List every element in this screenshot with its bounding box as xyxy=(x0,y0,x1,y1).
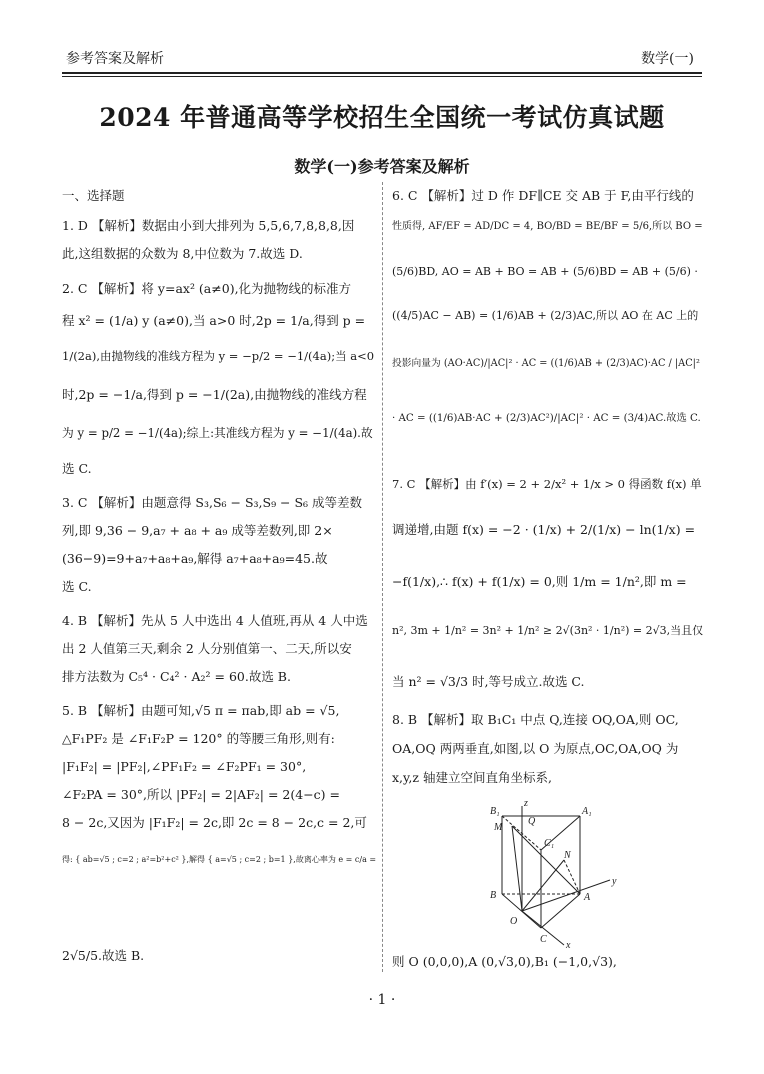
text-line: 2. C 【解析】将 y=ax² (a≠0),化为抛物线的标准方 xyxy=(62,281,352,296)
text-line: 8 − 2c,又因为 |F₁F₂| = 2c,即 2c = 8 − 2c,c = 2,可 xyxy=(62,815,367,830)
header-rule xyxy=(62,72,702,74)
text-line: 排方法数为 C₅⁴ · C₄² · A₂² = 60.故选 B. xyxy=(62,669,291,684)
text-line: 4. B 【解析】先从 5 人中选出 4 人值班,再从 4 人中选 xyxy=(62,613,368,628)
figure-label: N xyxy=(564,850,571,861)
text-line: 选 C. xyxy=(62,461,92,476)
figure-label: A₁ xyxy=(582,806,592,817)
text-line: 8. B 【解析】取 B₁C₁ 中点 Q,连接 OQ,OA,则 OC, xyxy=(392,712,679,727)
page-subtitle: 数学(一)参考答案及解析 xyxy=(294,157,470,176)
header-left: 参考答案及解析 xyxy=(66,51,164,67)
figure-label: M xyxy=(494,822,503,833)
text-line: △F₁PF₂ 是 ∠F₁F₂P = 120° 的等腰三角形,则有: xyxy=(62,731,335,746)
text-line: 出 2 人值第三天,剩余 2 人分别值第一、二天,所以安 xyxy=(62,641,352,656)
text-line: 选 C. xyxy=(62,579,92,594)
figure-label: C xyxy=(540,934,547,945)
text-line: (36−9)=9+a₇+a₈+a₉,解得 a₇+a₈+a₉=45.故 xyxy=(62,551,328,566)
text-line: (5/6)BD, AO = AB + BO = AB + (5/6)BD = AB + (5/6) · xyxy=(392,265,698,278)
column-divider xyxy=(382,182,383,972)
text-line: 调递增,由题 f(x) = −2 · (1/x) + 2/(1/x) − ln(1/x) = xyxy=(392,522,696,537)
figure-label: x xyxy=(566,940,571,950)
text-line: 时,2p = −1/a,得到 p = −1/(2a),由抛物线的准线方程 xyxy=(62,387,367,402)
text-line: x,y,z 轴建立空间直角坐标系, xyxy=(392,770,552,785)
header-rule-thin xyxy=(62,76,702,77)
figure-label: O xyxy=(510,916,518,927)
text-line: n², 3m + 1/n² = 3n² + 1/n² ≥ 2√(3n² · 1/n²) = 2√3,当且仅 xyxy=(392,624,704,637)
text-line: 1. D 【解析】数据由小到大排列为 5,5,6,7,8,8,8,因 xyxy=(62,218,355,233)
text-line: 当 n² = √3/3 时,等号成立.故选 C. xyxy=(392,674,585,689)
text-line: 1/(2a),由抛物线的准线方程为 y = −p/2 = −1/(4a);当 a<0 xyxy=(62,349,375,363)
text-line: ∠F₂PA = 30°,所以 |PF₂| = 2|AF₂| = 2(4−c) = xyxy=(62,787,340,802)
text-line: 6. C 【解析】过 D 作 DF∥CE 交 AB 于 F,由平行线的 xyxy=(392,188,694,203)
figure-label: y xyxy=(612,876,617,887)
text-line: 5. B 【解析】由题可知,√5 π = πab,即 ab = √5, xyxy=(62,703,340,718)
text-line: 此,这组数据的众数为 8,中位数为 7.故选 D. xyxy=(62,246,303,261)
text-line: 列,即 9,36 − 9,a₇ + a₈ + a₉ 成等差数列,即 2× xyxy=(62,523,333,538)
figure-label: C₁ xyxy=(544,838,555,849)
page-number: · 1 · xyxy=(368,992,396,1008)
figure-label: B xyxy=(490,890,497,901)
figure-label: B₁ xyxy=(490,806,500,817)
text-line: 为 y = p/2 = −1/(4a);综上:其准线方程为 y = −1/(4a).故 xyxy=(62,426,373,440)
text-line: |F₁F₂| = |PF₂|,∠PF₁F₂ = ∠F₂PF₁ = 30°, xyxy=(62,759,307,774)
text-line: 一、选择题 xyxy=(62,188,125,203)
figure-label: Q xyxy=(528,816,536,827)
page-title: 2024 年普通高等学校招生全国统一考试仿真试题 xyxy=(99,103,665,132)
header-right: 数学(一) xyxy=(641,51,694,67)
text-line: ((4/5)AC − AB) = (1/6)AB + (2/3)AC,所以 AO 在 AC 上的 xyxy=(392,309,699,322)
text-line: · AC = ((1/6)AB·AC + (2/3)AC²)/|AC|² · AC = (3/4)AC.故选 C. xyxy=(392,412,701,424)
text-line: 则 O (0,0,0),A (0,√3,0),B₁ (−1,0,√3), xyxy=(392,954,617,969)
text-line: 程 x² = (1/a) y (a≠0),当 a>0 时,2p = 1/a,得到 p = xyxy=(62,313,366,328)
text-line: 7. C 【解析】由 f′(x) = 2 + 2/x² + 1/x > 0 得函数 f(x) 单 xyxy=(392,477,702,491)
text-line: 投影向量为 (AO·AC)/|AC|² · AC = ((1/6)AB + (2/3)AC)·AC / |AC|² xyxy=(392,358,700,369)
text-line: 性质得, AF/EF = AD/DC = 4, BO/BD = BE/BF = 5/6,所以 BO = xyxy=(392,221,703,232)
text-line: 3. C 【解析】由题意得 S₃,S₆ − S₃,S₉ − S₆ 成等差数 xyxy=(62,495,363,510)
text-line: 2√5/5.故选 B. xyxy=(62,948,145,963)
text-line: 得: { ab=√5 ; c=2 ; a²=b²+c² },解得 { a=√5 ; c=2 ; b=1 },故离心率为 e = c/a = xyxy=(62,855,377,864)
figure-label: A xyxy=(584,892,591,903)
figure-label: z xyxy=(524,800,528,809)
text-line: −f(1/x),∴ f(x) + f(1/x) = 0,则 1/m = 1/n²,即 m = xyxy=(392,574,687,589)
text-line: OA,OQ 两两垂直,如图,以 O 为原点,OC,OA,OQ 为 xyxy=(392,741,679,756)
prism-figure xyxy=(484,800,634,950)
